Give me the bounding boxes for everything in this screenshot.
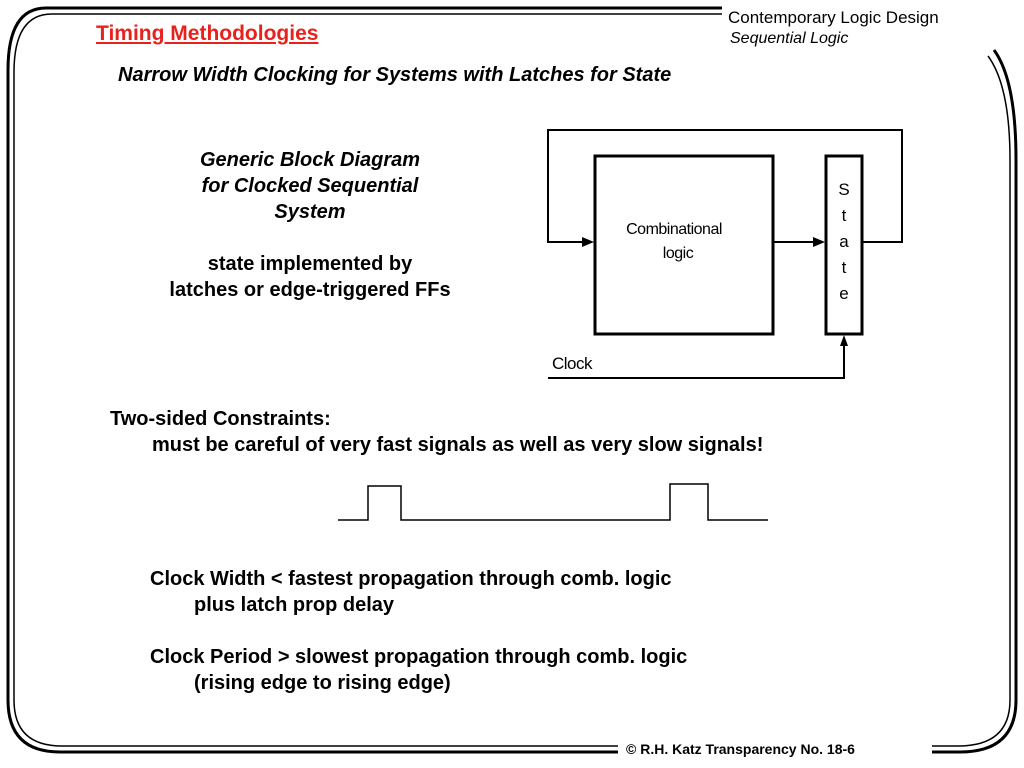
combinational-label-line: logic — [662, 245, 694, 262]
description-heading-line: for Clocked Sequential — [201, 175, 419, 197]
slide-title: Timing Methodologies — [96, 22, 319, 45]
constraints-heading: Two-sided Constraints: — [110, 408, 331, 430]
clock-period-rule-cont: (rising edge to rising edge) — [194, 672, 451, 694]
course-section: Sequential Logic — [730, 30, 849, 47]
slide-footer: © R.H. Katz Transparency No. 18-6 — [626, 741, 855, 757]
state-letter: a — [839, 232, 849, 251]
state-letter: e — [839, 284, 849, 303]
timing-rules — [150, 566, 687, 696]
clock-period-rule: Clock Period > slowest propagation through comb. logic — [150, 646, 688, 668]
description-heading-line: System — [274, 201, 346, 223]
state-letter: S — [838, 180, 850, 199]
combinational-label-line: Combinational — [626, 221, 722, 238]
clock-width-rule-cont: plus latch prop delay — [194, 594, 395, 616]
state-letter: t — [841, 206, 847, 225]
description-note-line: latches or edge-triggered FFs — [169, 279, 451, 301]
course-name: Contemporary Logic Design — [728, 8, 939, 27]
clock-width-rule: Clock Width < fastest propagation through comb. logic — [150, 568, 672, 590]
description-heading-line: Generic Block Diagram — [199, 149, 421, 171]
description-note-line: state implemented by — [207, 253, 413, 275]
constraints-detail: must be careful of very fast signals as well as very slow signals! — [152, 434, 764, 456]
clock-label: Clock — [552, 354, 593, 373]
state-letter: t — [841, 258, 847, 277]
slide-subtitle: Narrow Width Clocking for Systems with Latches for State — [118, 64, 672, 86]
